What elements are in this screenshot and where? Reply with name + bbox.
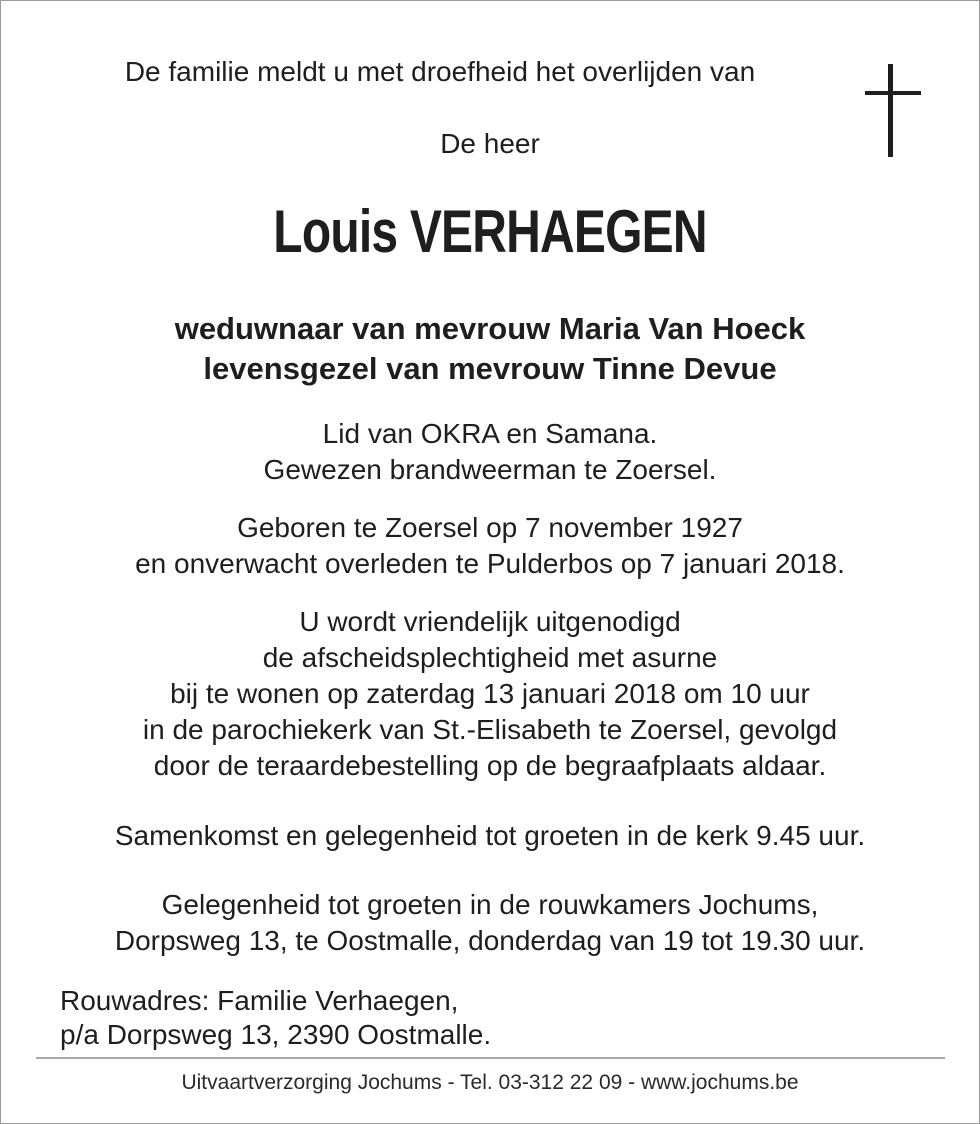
viewing-line: Dorpsweg 13, te Oostmalle, donderdag van 19 tot 19.30 uur. — [114, 925, 866, 956]
ceremony-line: U wordt vriendelijk uitgenodigd — [299, 606, 681, 637]
former-occupation-line: Gewezen brandweerman te Zoersel. — [263, 454, 717, 485]
footer-divider — [36, 1057, 945, 1059]
address-line: Rouwadres: Familie Verhaegen, — [60, 985, 459, 1016]
ceremony-line: bij te wonen op zaterdag 13 januari 2018 om 10 uur — [170, 678, 810, 709]
address-line: p/a Dorpsweg 13, 2390 Oostmalle. — [60, 1019, 492, 1050]
gathering-line: Samenkomst en gelegenheid tot groeten in de kerk 9.45 uur. — [114, 820, 866, 851]
deceased-name: Louis VERHAEGEN — [273, 198, 707, 265]
membership-line: Lid van OKRA en Samana. — [322, 418, 658, 449]
ceremony-line: de afscheidsplechtigheid met asurne — [262, 642, 718, 673]
intro-text: De familie meldt u met droefheid het overlijden van — [124, 56, 756, 87]
ceremony-line: door de teraardebestelling op de begraafplaats aldaar. — [153, 750, 827, 781]
relation-spouse: weduwnaar van mevrouw Maria Van Hoeck — [174, 311, 806, 346]
death-line: en onverwacht overleden te Pulderbos op 7 januari 2018. — [135, 548, 845, 579]
viewing-line: Gelegenheid tot groeten in de rouwkamers Jochums, — [161, 889, 819, 920]
salutation: De heer — [440, 128, 540, 159]
relation-partner: levensgezel van mevrouw Tinne Devue — [203, 351, 777, 386]
funeral-home-footer: Uitvaartverzorging Jochums - Tel. 03-312 22 09 - www.jochums.be — [181, 1071, 799, 1094]
ceremony-line: in de parochiekerk van St.-Elisabeth te Zoersel, gevolgd — [142, 714, 838, 745]
birth-line: Geboren te Zoersel op 7 november 1927 — [237, 512, 743, 543]
